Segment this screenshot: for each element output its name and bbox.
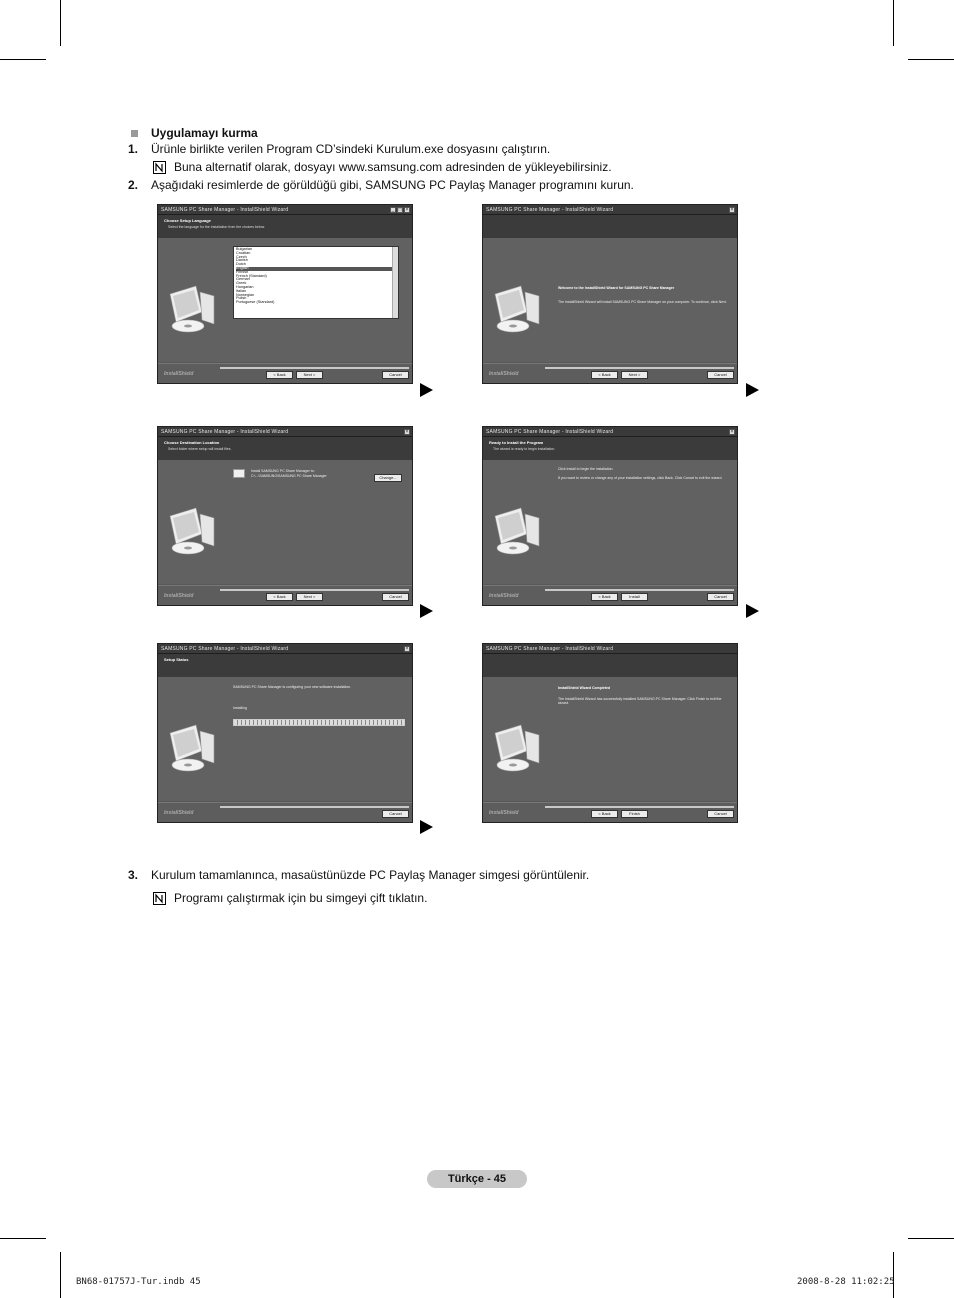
- list-item[interactable]: Croatian: [236, 250, 251, 255]
- list-item[interactable]: Portuguese (Standard): [236, 300, 275, 305]
- back-button[interactable]: < Back: [266, 371, 293, 379]
- list-item-selected[interactable]: English: [236, 267, 396, 271]
- close-icon: ×: [405, 428, 409, 435]
- close-icon: ×: [405, 206, 409, 213]
- install-button[interactable]: Install: [621, 593, 648, 601]
- welcome-text: The InstallShield Wizard will install SAMSUNG PC Share Manager on your computer. To continue, click Next.: [558, 299, 727, 304]
- window-title: SAMSUNG PC Share Manager - InstallShield Wizard: [486, 428, 614, 435]
- list-item[interactable]: Czech: [236, 254, 247, 259]
- list-item[interactable]: Polish: [236, 296, 247, 301]
- crop-mark: [0, 1238, 46, 1239]
- ready-text: Click Install to begin the installation.: [558, 467, 614, 471]
- list-item[interactable]: German: [236, 277, 250, 282]
- divider: [545, 367, 734, 369]
- step-number: 3.: [128, 868, 139, 882]
- crop-mark: [908, 59, 954, 60]
- crop-mark: [0, 59, 46, 60]
- finish-button[interactable]: Finish: [621, 810, 648, 818]
- list-item[interactable]: Italian: [236, 288, 247, 293]
- window-title: SAMSUNG PC Share Manager - InstallShield Wizard: [161, 428, 289, 435]
- print-slug-file: BN68-01757J-Tur.indb 45: [76, 1277, 201, 1287]
- note-text: Programı çalıştırmak için bu simgeyi çift tıklatın.: [174, 891, 428, 905]
- back-button[interactable]: < Back: [266, 593, 293, 601]
- installshield-logo: InstallShield: [164, 593, 194, 599]
- next-step-arrow-icon: [420, 383, 433, 397]
- folder-icon: [233, 469, 245, 478]
- complete-title: InstallShield Wizard Completed: [558, 686, 611, 690]
- crop-mark: [893, 1252, 894, 1298]
- step-number: 2.: [128, 178, 139, 192]
- close-icon: ×: [730, 206, 734, 213]
- wizard-screenshot-status: [157, 643, 413, 823]
- wizard-screenshot-welcome: [482, 204, 738, 384]
- next-button[interactable]: Next >: [621, 371, 648, 379]
- cancel-button[interactable]: Cancel: [382, 810, 409, 818]
- scrollbar[interactable]: [392, 247, 398, 318]
- installshield-logo: InstallShield: [489, 371, 519, 377]
- crop-mark: [908, 1238, 954, 1239]
- cancel-button[interactable]: Cancel: [707, 371, 734, 379]
- next-button[interactable]: Next >: [296, 371, 323, 379]
- close-icon: ×: [730, 428, 734, 435]
- close-icon: ×: [405, 645, 409, 652]
- step-number: 1.: [128, 142, 139, 156]
- divider: [220, 589, 409, 591]
- cancel-button[interactable]: Cancel: [382, 593, 409, 601]
- next-step-arrow-icon: [420, 820, 433, 834]
- computer-icon: [166, 721, 222, 775]
- list-item[interactable]: Norwegian: [236, 292, 255, 297]
- wizard-subheading: The wizard is ready to begin installation.: [493, 447, 556, 451]
- wizard-heading: Choose Destination Location: [164, 440, 220, 445]
- installshield-logo: InstallShield: [164, 810, 194, 816]
- wizard-heading: Choose Setup Language: [164, 218, 211, 223]
- list-item[interactable]: Finnish: [236, 269, 249, 274]
- installing-label: Installing: [233, 705, 247, 710]
- back-button[interactable]: < Back: [591, 593, 618, 601]
- install-path: C:\...\SAMSUNG\SAMSUNG PC Share Manager: [251, 473, 327, 478]
- list-item[interactable]: Bulgarian: [236, 247, 253, 251]
- crop-mark: [60, 0, 61, 46]
- window-title: SAMSUNG PC Share Manager - InstallShield Wizard: [486, 206, 614, 213]
- next-step-arrow-icon: [420, 604, 433, 618]
- installshield-logo: InstallShield: [489, 810, 519, 816]
- square-bullet-icon: [131, 130, 138, 137]
- next-step-arrow-icon: [746, 604, 759, 618]
- complete-text: The InstallShield Wizard has successfully installed SAMSUNG PC Share Manager. Click Finish to exit the wizard.: [558, 696, 722, 705]
- computer-icon: [166, 282, 222, 336]
- back-button[interactable]: < Back: [591, 371, 618, 379]
- wizard-screenshot-language: [157, 204, 413, 384]
- window-title: SAMSUNG PC Share Manager - InstallShield Wizard: [486, 645, 614, 652]
- note-text: Buna alternatif olarak, dosyayı www.samsung.com adresinden de yükleyebilirsiniz.: [174, 160, 612, 174]
- status-text: SAMSUNG PC Share Manager is configuring your new software installation.: [233, 685, 352, 689]
- back-button[interactable]: < Back: [591, 810, 618, 818]
- window-title: SAMSUNG PC Share Manager - InstallShield Wizard: [161, 645, 289, 652]
- language-listbox[interactable]: [233, 246, 399, 319]
- maximize-icon: □: [398, 206, 402, 213]
- next-button[interactable]: Next >: [296, 593, 323, 601]
- step-text: Aşağıdaki resimlerde de görüldüğü gibi, SAMSUNG PC Paylaş Manager programını kurun.: [151, 178, 634, 192]
- progress-bar: [233, 719, 405, 726]
- divider: [545, 589, 734, 591]
- wizard-subheading: Select the language for the installation from the choices below.: [168, 225, 265, 229]
- divider: [545, 806, 734, 808]
- minimize-icon: _: [391, 206, 395, 213]
- section-heading: [131, 126, 258, 140]
- note-icon: [153, 161, 166, 174]
- crop-mark: [60, 1252, 61, 1298]
- install-to-label: Install SAMSUNG PC Share Manager to:: [251, 469, 315, 473]
- page-number-label: Türkçe - 45: [427, 1170, 527, 1188]
- cancel-button[interactable]: Cancel: [707, 593, 734, 601]
- computer-icon: [491, 721, 547, 775]
- welcome-title: Welcome to the InstallShield Wizard for SAMSUNG PC Share Manager: [558, 286, 675, 290]
- cancel-button[interactable]: Cancel: [382, 371, 409, 379]
- ready-hint: If you want to review or change any of your installation settings, click Back. Click Cancel to exit the wizard.: [558, 475, 723, 480]
- wizard-screenshot-destination: [157, 426, 413, 606]
- divider: [220, 367, 409, 369]
- cancel-button[interactable]: Cancel: [707, 810, 734, 818]
- installshield-logo: InstallShield: [489, 593, 519, 599]
- wizard-heading: Ready to Install the Program: [489, 440, 544, 445]
- window-title: SAMSUNG PC Share Manager - InstallShield Wizard: [161, 206, 289, 213]
- wizard-heading: Setup Status: [164, 657, 189, 662]
- list-item[interactable]: Dutch: [236, 262, 246, 267]
- computer-icon: [491, 282, 547, 336]
- computer-icon: [166, 504, 222, 558]
- computer-icon: [491, 504, 547, 558]
- wizard-subheading: Select folder where setup will install files.: [168, 447, 232, 451]
- crop-mark: [893, 0, 894, 46]
- print-slug-date: 2008-8-28 11:02:25: [797, 1277, 895, 1287]
- list-item[interactable]: Hungarian: [236, 284, 254, 289]
- note-icon: [153, 892, 166, 905]
- divider: [220, 806, 409, 808]
- list-item[interactable]: Danish: [236, 258, 248, 263]
- list-item[interactable]: French (Standard): [236, 273, 267, 278]
- step-text: Ürünle birlikte verilen Program CD’sindeki Kurulum.exe dosyasını çalıştırın.: [151, 142, 551, 156]
- wizard-screenshot-complete: [482, 643, 738, 823]
- change-button[interactable]: Change...: [374, 474, 402, 482]
- installshield-logo: InstallShield: [164, 371, 194, 377]
- wizard-screenshot-ready: [482, 426, 738, 606]
- list-item[interactable]: Greek: [236, 281, 247, 286]
- step-text: Kurulum tamamlanınca, masaüstünüzde PC Paylaş Manager simgesi görüntülenir.: [151, 868, 590, 882]
- section-title: Uygulamayı kurma: [151, 126, 258, 140]
- next-step-arrow-icon: [746, 383, 759, 397]
